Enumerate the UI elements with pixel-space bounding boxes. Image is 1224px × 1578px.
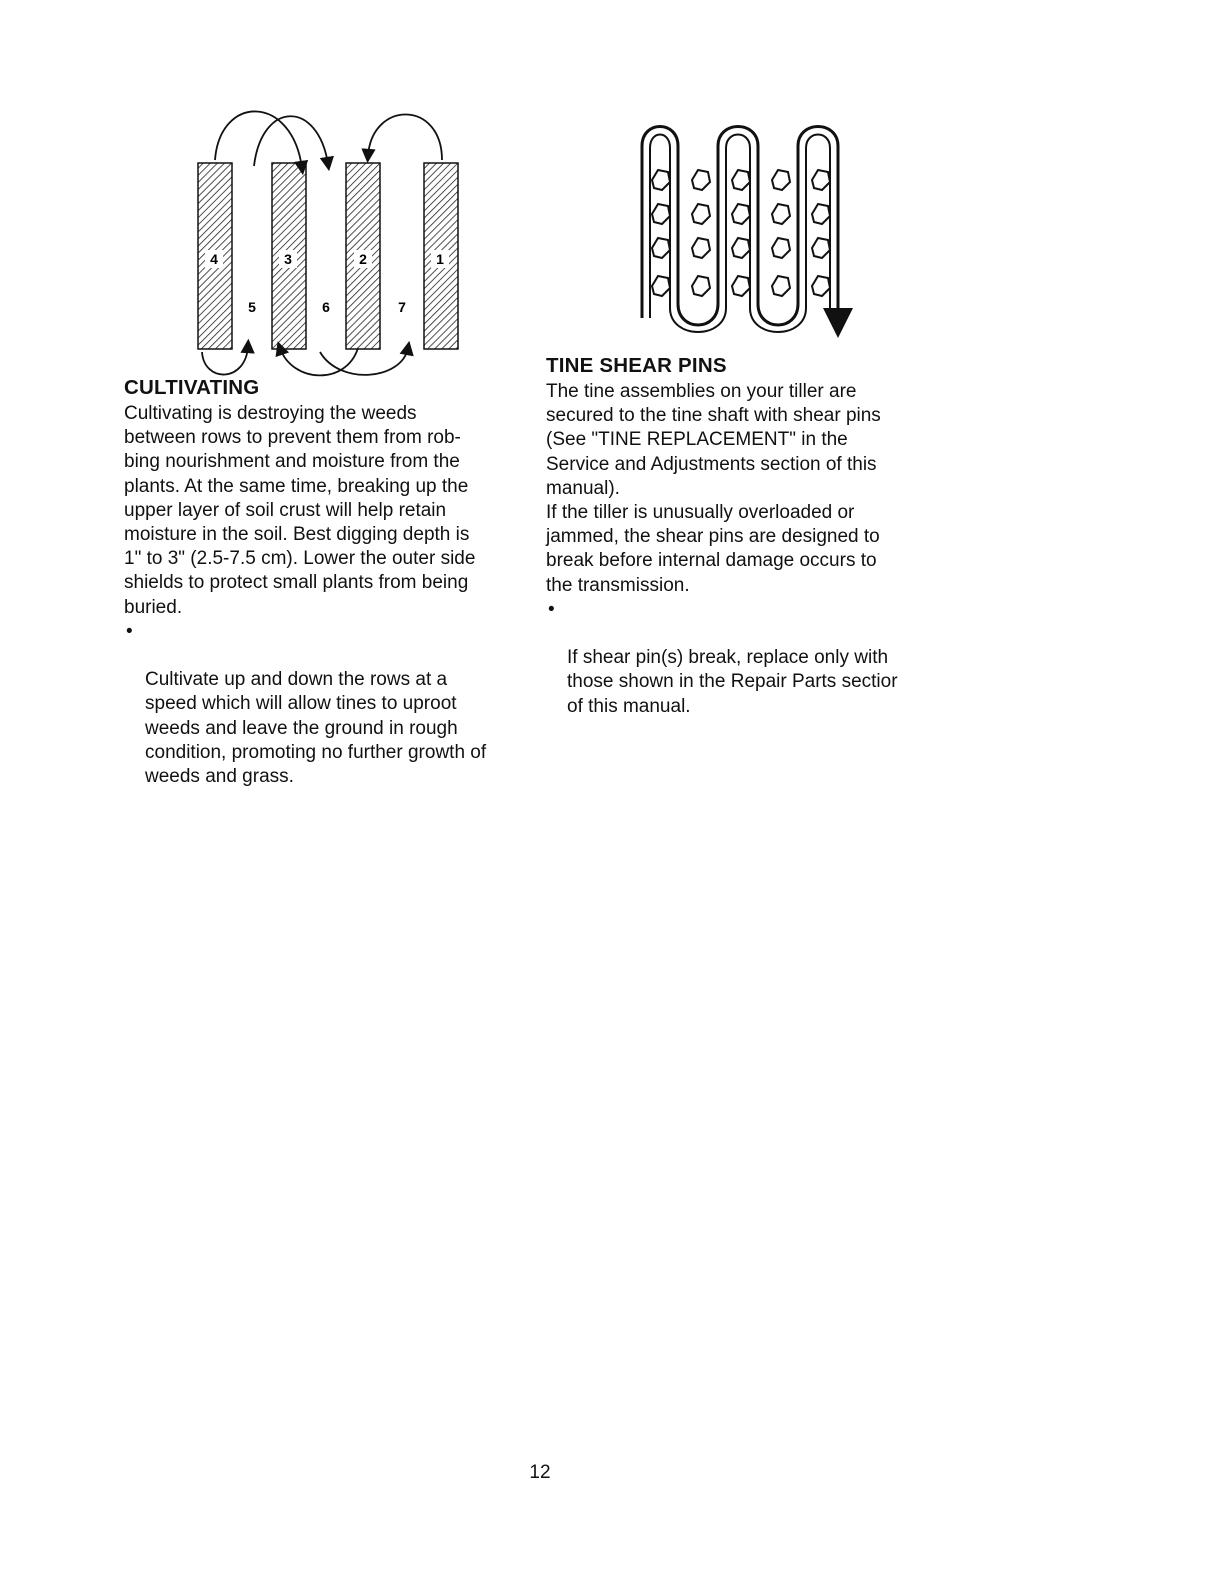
clod-icon xyxy=(652,276,670,296)
clod-icon xyxy=(812,276,830,296)
row-label-1: 1 xyxy=(436,251,444,267)
row-label-4: 4 xyxy=(210,251,218,267)
tine-shear-pins-bullet-text: If shear pin(s) break, replace only with those shown in the Repair Parts sectior of this manual. xyxy=(567,647,898,717)
clod-icon xyxy=(812,238,830,258)
gap-label-7: 7 xyxy=(398,299,406,315)
page-number: 12 xyxy=(529,1462,551,1483)
turn-arrow-3-to-5 xyxy=(254,116,328,166)
turn-arrow-4-to-3 xyxy=(215,111,302,168)
clod-icon xyxy=(732,276,750,296)
cultivating-section xyxy=(124,376,534,789)
gap-label-5: 5 xyxy=(248,299,256,315)
bullet-icon: • xyxy=(548,598,555,620)
row-label-2: 2 xyxy=(359,251,367,267)
clod-icon xyxy=(772,170,790,190)
cultivating-bullet-text: Cultivate up and down the rows at a speed which will allow tines to uproot weeds and leave the ground in rough condition, promoting no further growth of weeds and grass. xyxy=(145,669,487,788)
clod-icon xyxy=(692,238,710,258)
clod-icon xyxy=(772,276,790,296)
tine-pattern-diagram xyxy=(632,118,864,340)
tine-shear-pins-heading: TINE SHEAR PINS xyxy=(546,354,727,377)
clod-icon xyxy=(692,276,710,296)
clod-icon xyxy=(732,238,750,258)
clod-icon xyxy=(732,170,750,190)
turn-arrow-bottom-right xyxy=(320,348,408,375)
cultivating-heading: CULTIVATING xyxy=(124,376,260,399)
clod-icon xyxy=(812,204,830,224)
tine-shear-pins-paragraph-1: The tine assemblies on your tiller are secured to the tine shaft with shear pins (See "TINE REPLACEMENT" in the Service and Adjustments section of this manual). xyxy=(546,381,881,499)
row-label-3: 3 xyxy=(284,251,292,267)
clod-icon xyxy=(692,170,710,190)
clod-icon xyxy=(772,204,790,224)
tine-shear-pins-section xyxy=(546,354,956,719)
turn-arrow-bottom-left xyxy=(202,346,248,375)
bullet-icon: • xyxy=(126,620,133,642)
clod-icon xyxy=(812,170,830,190)
clod-icon xyxy=(652,238,670,258)
cultivating-bullet-item xyxy=(124,620,534,789)
clod-icon xyxy=(652,204,670,224)
clod-icon xyxy=(692,204,710,224)
clod-icon xyxy=(652,170,670,190)
turn-arrow-1-to-2 xyxy=(368,114,442,160)
tine-shear-pins-paragraph-2: If the tiller is unusually overloaded or jammed, the shear pins are designed to break before internal damage occurs to the transmission. xyxy=(546,502,880,596)
cultivating-paragraph: Cultivating is destroying the weeds between rows to prevent them from rob- bing nourishment and moisture from the plants. At the same time, breaking up the upper layer of soil crust will help retain moisture in the soil. Best digging depth is 1" to 3" (2.5-7.5 cm). Lower the outer side shields to protect small plants from being buried. xyxy=(124,403,476,618)
tine-shear-pins-bullet-item xyxy=(546,598,956,719)
cultivating-pattern-diagram xyxy=(180,108,480,383)
clod-icon xyxy=(732,204,750,224)
clod-icon xyxy=(772,238,790,258)
gap-label-6: 6 xyxy=(322,299,330,315)
